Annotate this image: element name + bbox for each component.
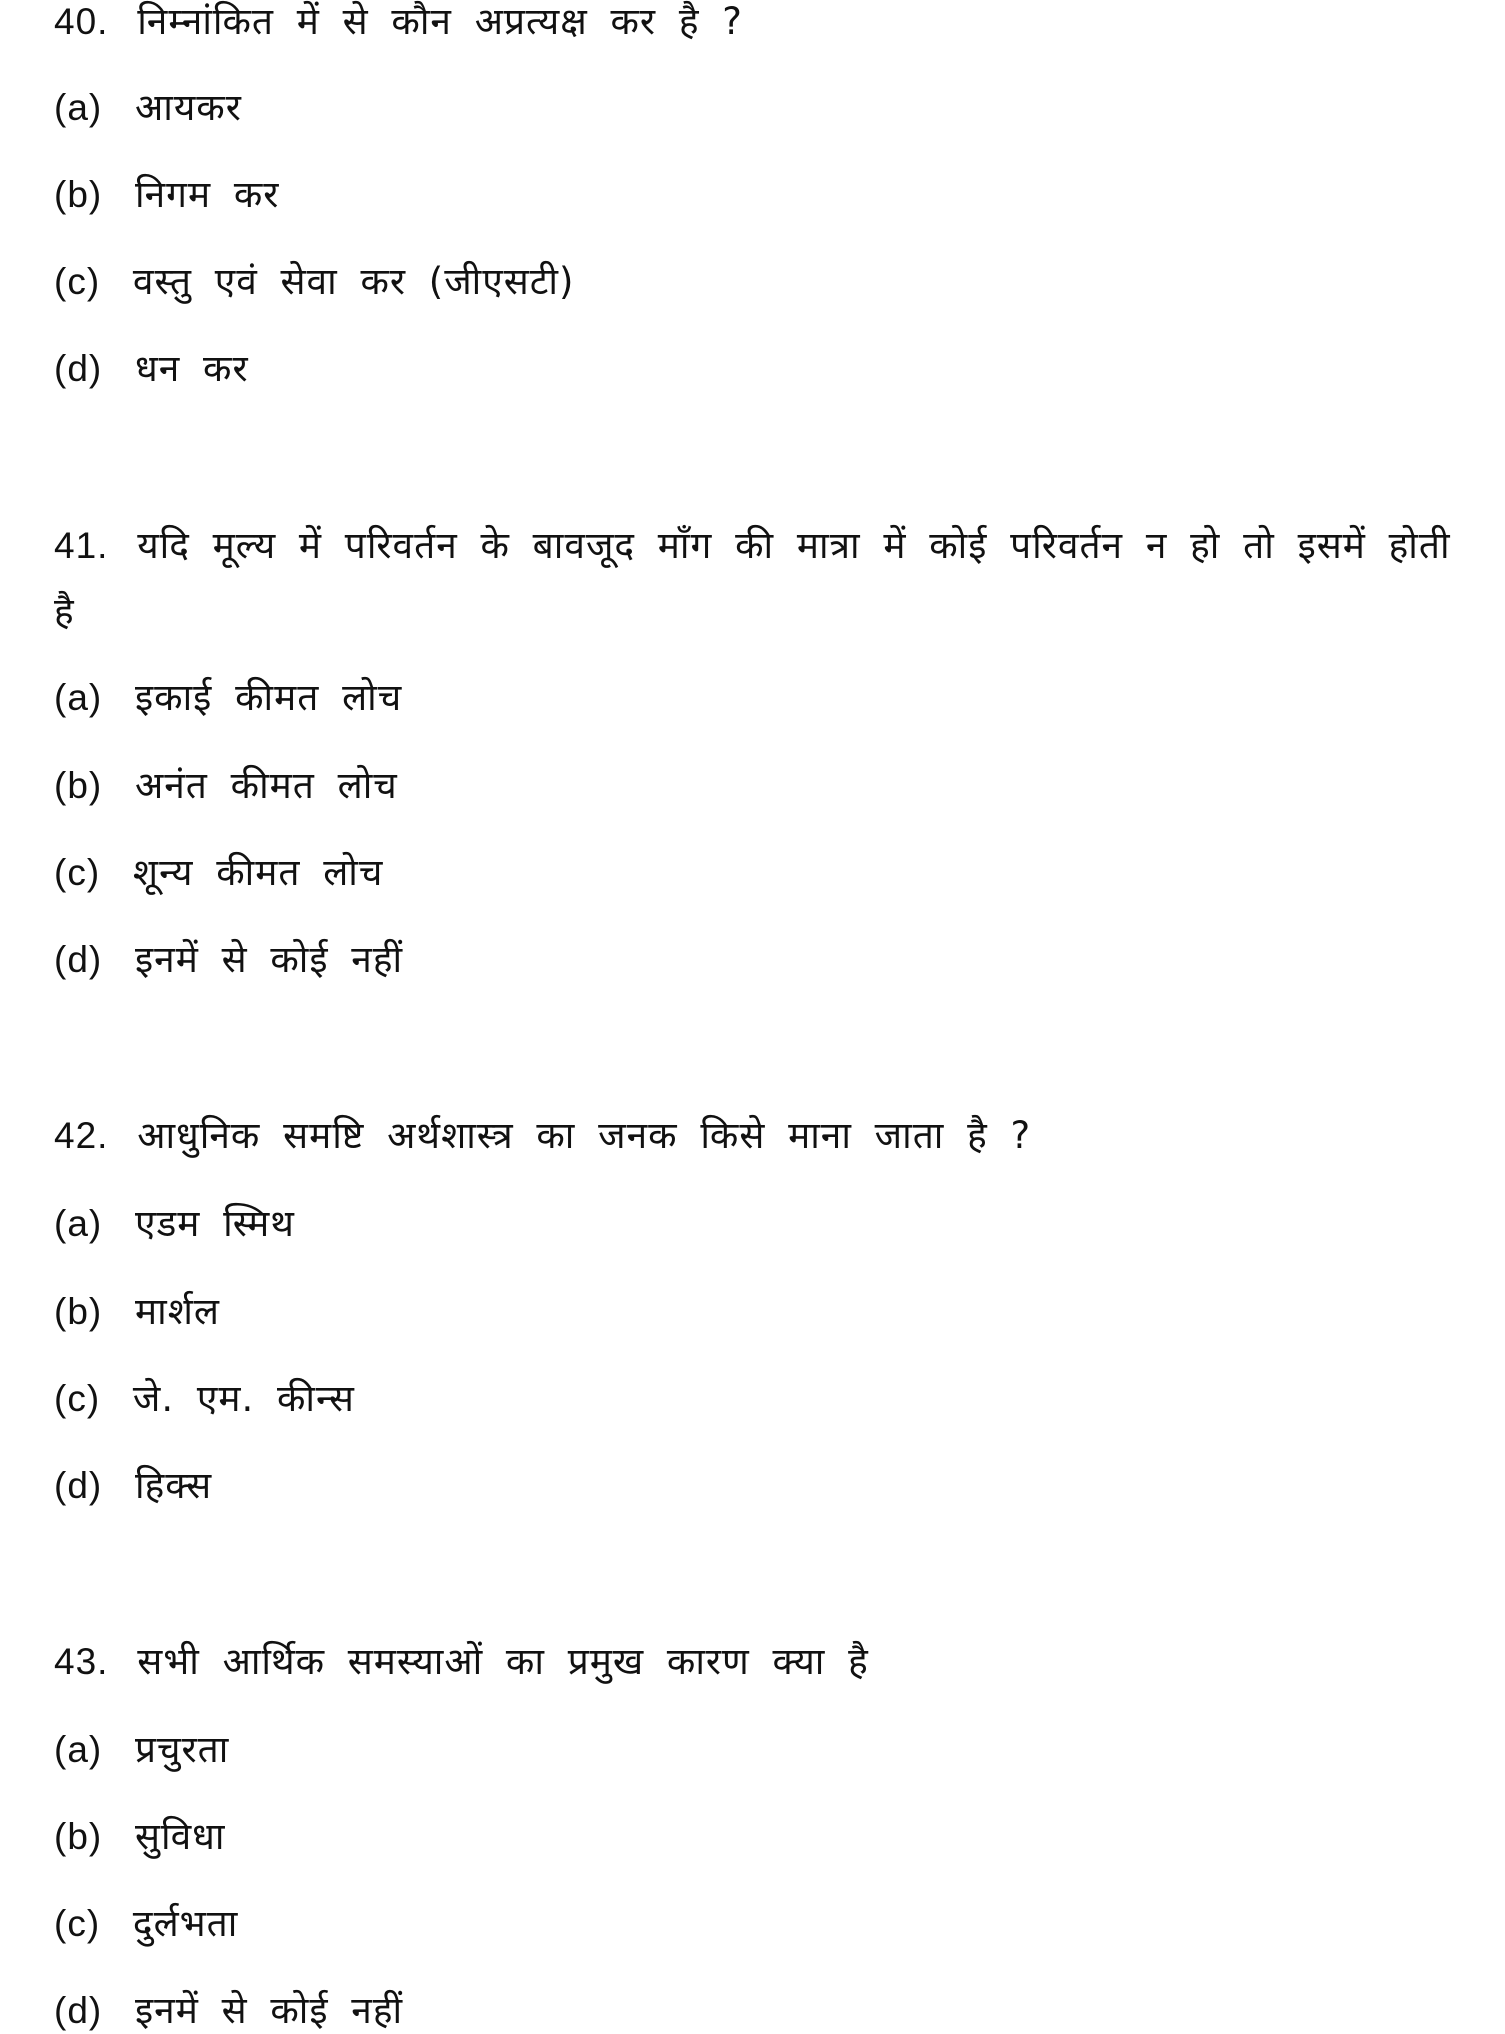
option-label: (a) [54, 1203, 103, 1244]
option-40-b[interactable] [54, 173, 279, 217]
option-41-a[interactable] [54, 676, 402, 720]
option-label: (c) [54, 1378, 101, 1419]
option-40-d[interactable] [54, 347, 249, 391]
option-42-c[interactable] [54, 1377, 355, 1421]
option-text: निगम कर [135, 173, 280, 216]
option-43-c[interactable] [54, 1902, 238, 1946]
option-43-a[interactable] [54, 1728, 229, 1772]
option-label: (d) [54, 1990, 103, 2031]
option-label: (c) [54, 852, 101, 893]
option-label: (d) [54, 939, 103, 980]
option-text: इनमें से कोई नहीं [135, 938, 404, 981]
option-41-b[interactable] [54, 764, 398, 808]
question-text: सभी आर्थिक समस्याओं का प्रमुख कारण क्या है [137, 1640, 869, 1683]
option-text: एडम स्मिथ [135, 1202, 295, 1245]
option-43-b[interactable] [54, 1815, 226, 1859]
option-label: (c) [54, 1903, 101, 1944]
option-text: सुविधा [135, 1815, 226, 1858]
question-number: 43. [54, 1641, 109, 1682]
option-label: (b) [54, 174, 103, 215]
option-40-c[interactable] [54, 260, 574, 304]
option-label: (d) [54, 1465, 103, 1506]
option-42-d[interactable] [54, 1464, 212, 1508]
option-text: हिक्स [135, 1464, 213, 1507]
option-41-c[interactable] [54, 851, 383, 895]
question-42 [54, 1114, 1031, 1158]
option-text: आयकर [135, 86, 242, 129]
option-text: मार्शल [135, 1290, 220, 1333]
option-label: (a) [54, 1729, 103, 1770]
option-text: वस्तु एवं सेवा कर (जीएसटी) [132, 260, 575, 303]
option-label: (b) [54, 1816, 103, 1857]
option-label: (b) [54, 765, 103, 806]
option-label: (b) [54, 1291, 103, 1332]
option-label: (a) [54, 87, 103, 128]
option-text: धन कर [135, 347, 249, 390]
option-42-a[interactable] [54, 1202, 295, 1246]
question-text: यदि मूल्य में परिवर्तन के बावजूद माँग की मात्रा में कोई परिवर्तन न हो तो इसमें होती है [54, 524, 1451, 633]
question-text: आधुनिक समष्टि अर्थशास्त्र का जनक किसे माना जाता है ? [137, 1114, 1032, 1157]
option-text: प्रचुरता [135, 1728, 230, 1771]
option-43-d[interactable] [54, 1989, 403, 2033]
option-label: (a) [54, 677, 103, 718]
option-text: जे. एम. कीन्स [132, 1377, 355, 1420]
option-label: (d) [54, 348, 103, 389]
option-42-b[interactable] [54, 1290, 220, 1334]
option-text: इनमें से कोई नहीं [135, 1989, 404, 2032]
question-43 [54, 1640, 869, 1684]
option-text: दुर्लभता [132, 1902, 239, 1945]
option-text: इकाई कीमत लोच [135, 676, 403, 719]
option-text: शून्य कीमत लोच [132, 851, 384, 894]
question-number: 41. [54, 525, 109, 566]
option-text: अनंत कीमत लोच [135, 764, 398, 807]
option-41-d[interactable] [54, 938, 403, 982]
question-text: निम्नांकित में से कौन अप्रत्यक्ष कर है ? [137, 0, 743, 43]
option-label: (c) [54, 261, 101, 302]
question-40 [54, 0, 743, 44]
question-number: 40. [54, 1, 109, 42]
option-40-a[interactable] [54, 86, 242, 130]
question-41 [54, 513, 1454, 645]
question-number: 42. [54, 1115, 109, 1156]
